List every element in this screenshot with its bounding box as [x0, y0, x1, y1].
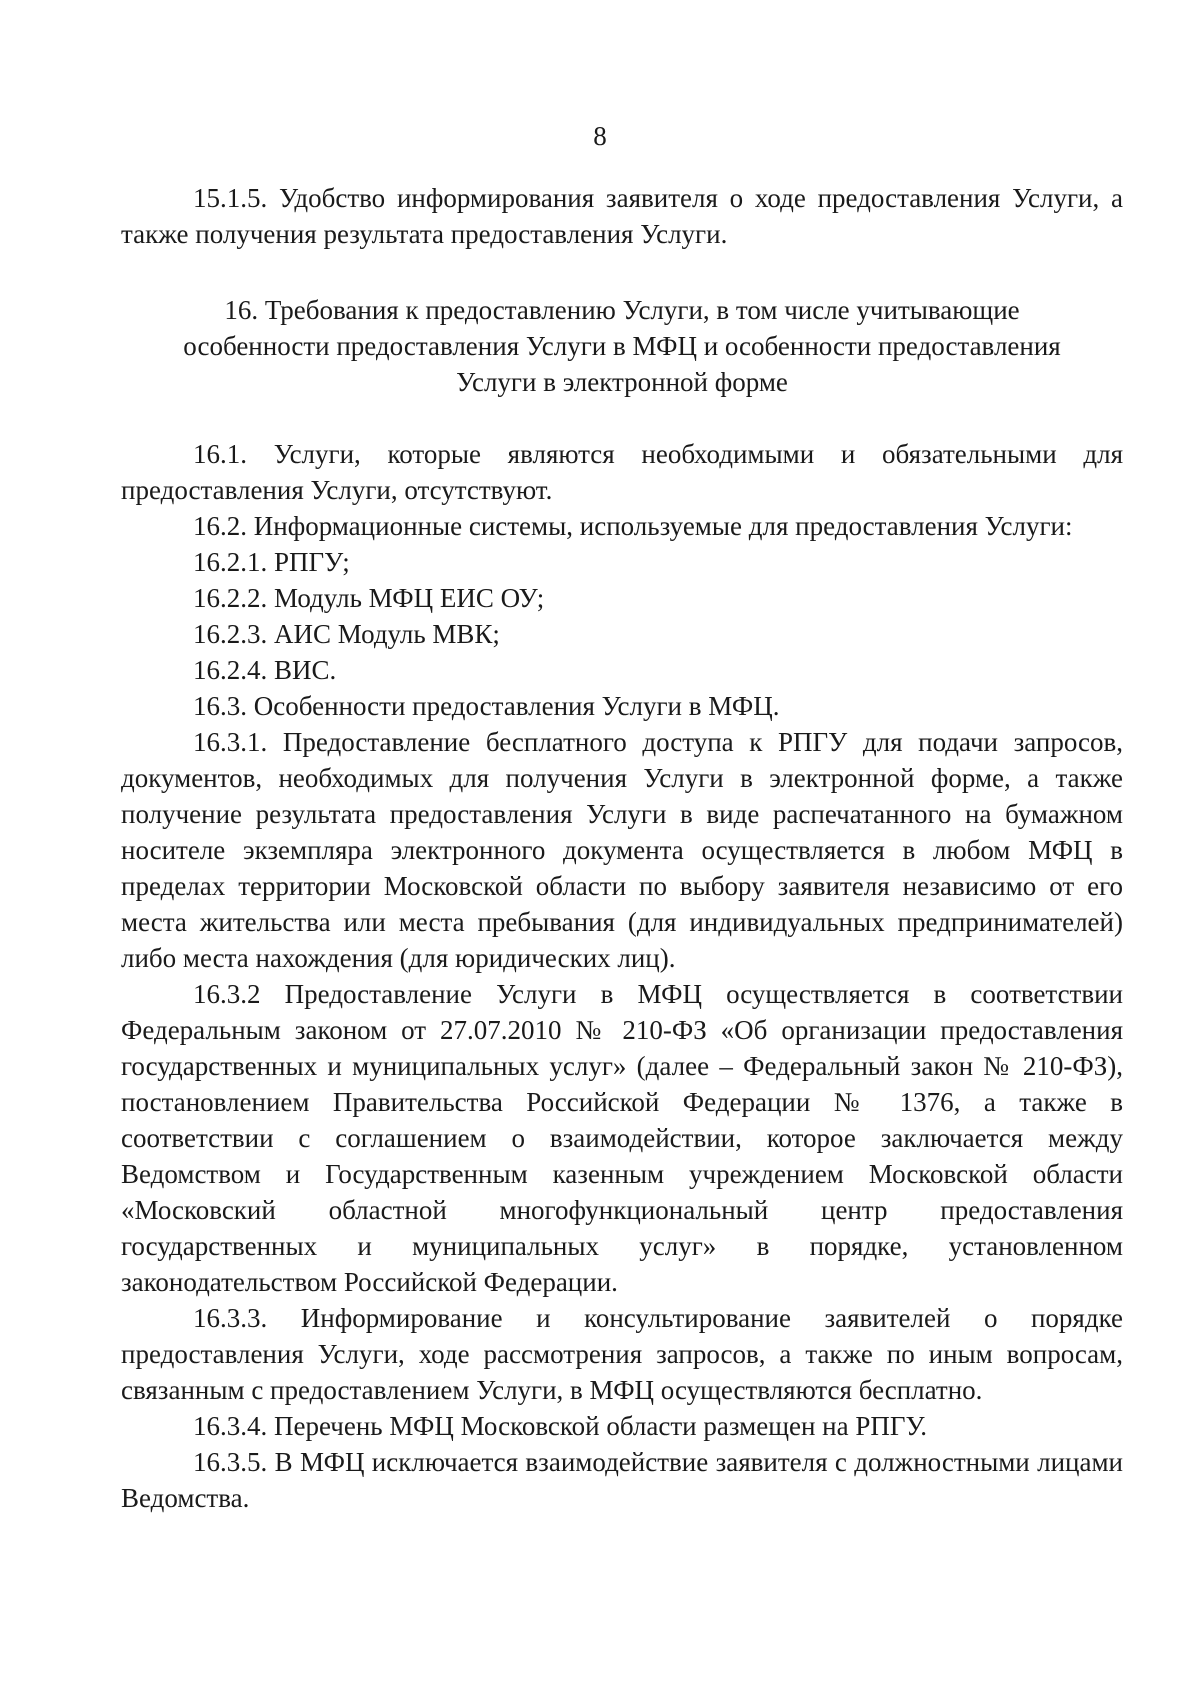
paragraph-15-1-5: 15.1.5. Удобство информирования заявителя о ходе предоставления Услуги, а также получения результата предоставления Услуги.: [121, 183, 1123, 249]
paragraph-16-3-5: 16.3.5. В МФЦ исключается взаимодействие заявителя с должностными лицами Ведомства.: [121, 1447, 1123, 1513]
paragraph-16-3-2: 16.3.2 Предоставление Услуги в МФЦ осуществляется в соответствии Федеральным законом от 27.07.2010 № 210-ФЗ «Об организации предоставления государственных и муниципальных услуг» (далее – Федеральный закон № 210-ФЗ), постановлением Правительства Российской Федерации № 1376, а также в соответствии с соглашением о взаимодействии, которое заключается между Ведомством и Государственным казенным учреждением Московской области «Московский областной многофункциональный центр предоставления государственных и муниципальных услуг» в порядке, установленном законодательством Российской Федерации.: [121, 979, 1123, 1297]
document-body: [121, 180, 1123, 1516]
paragraph-16-3-1: 16.3.1. Предоставление бесплатного доступа к РПГУ для подачи запросов, документов, необходимых для получения Услуги в электронной форме, а также получение результата предоставления Услуги в виде распечатанного на бумажном носителе экземпляра электронного документа осуществляется в любом МФЦ в пределах территории Московской области по выбору заявителя независимо от его места жительства или места пребывания (для индивидуальных предпринимателей) либо места нахождения (для юридических лиц).: [121, 727, 1123, 973]
spacer: [121, 400, 1123, 436]
paragraph-16-2: 16.2. Информационные системы, используемые для предоставления Услуги:: [193, 511, 1073, 541]
spacer: [121, 252, 1123, 292]
paragraph-16-3-4: 16.3.4. Перечень МФЦ Московской области размещен на РПГУ.: [193, 1411, 927, 1441]
section-heading-16: 16. Требования к предоставлению Услуги, в том числе учитывающие особенности предоставления Услуги в МФЦ и особенности предоставления Услуги в электронной форме: [183, 295, 1061, 397]
paragraph-16-2-3: 16.2.3. АИС Модуль МВК;: [193, 619, 500, 649]
paragraph-16-2-4: 16.2.4. ВИС.: [193, 655, 337, 685]
paragraph-16-1: 16.1. Услуги, которые являются необходимыми и обязательными для предоставления Услуги, отсутствуют.: [121, 439, 1123, 505]
paragraph-16-3-3: 16.3.3. Информирование и консультирование заявителей о порядке предоставления Услуги, ходе рассмотрения запросов, а также по иным вопросам, связанным с предоставлением Услуги, в МФЦ осуществляются бесплатно.: [121, 1303, 1123, 1405]
page-number: 8: [593, 121, 607, 151]
paragraph-16-2-2: 16.2.2. Модуль МФЦ ЕИС ОУ;: [193, 583, 545, 613]
paragraph-16-3: 16.3. Особенности предоставления Услуги в МФЦ.: [193, 691, 780, 721]
paragraph-16-2-1: 16.2.1. РПГУ;: [193, 547, 350, 577]
